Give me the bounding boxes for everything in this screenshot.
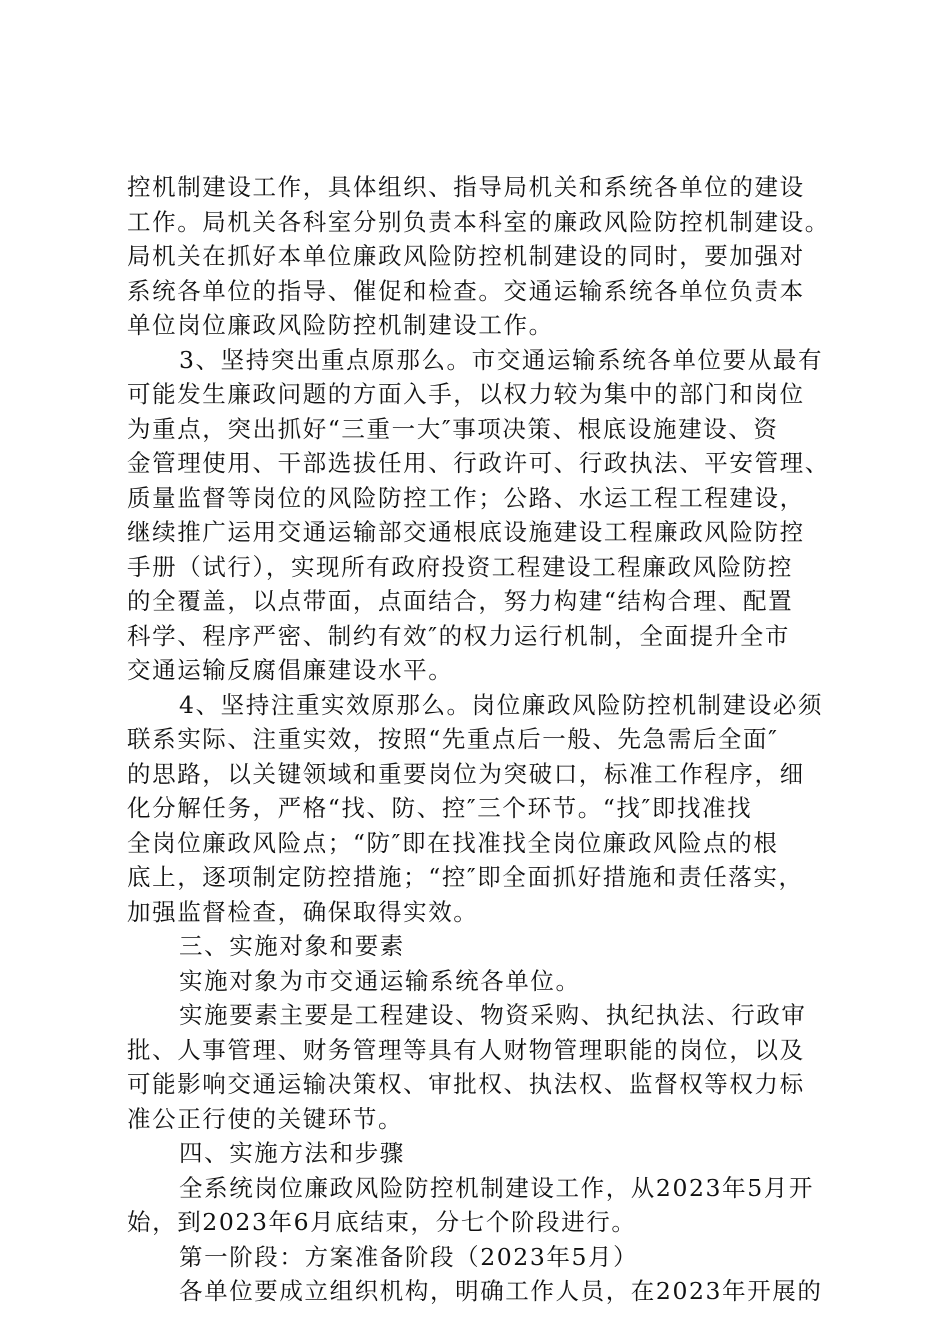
text-line: 加强监督检查，确保取得实效。 — [127, 897, 479, 926]
text-line: 可能影响交通运输决策权、审批权、执法权、监督权等权力标 — [127, 1070, 805, 1098]
text-line: 始，到2023年6月底结束，分七个阶段进行。 — [127, 1208, 637, 1236]
text-line: 全岗位廉政风险点；“防″即在找准找全岗位廉政风险点的根 — [127, 828, 779, 857]
text-line: 化分解任务，严格“找、防、控″三个环节。“找″即找准找 — [127, 794, 753, 822]
text-line: 底上，逐项制定防控措施；“控″即全面抓好措施和责任落实， — [127, 863, 804, 891]
text-line: 科学、程序严密、制约有效″的权力运行机制，全面提升全市 — [127, 621, 790, 650]
text-line: 联系实际、注重实效，按照“先重点后一般、先急需后全面″ — [127, 725, 779, 753]
text-line: 局机关在抓好本单位廉政风险防控机制建设的同时，要加强对 — [127, 242, 805, 270]
text-line: 的思路，以关键领域和重要岗位为突破口，标准工作程序，细 — [127, 759, 805, 788]
text-line: 三、实施对象和要素 — [179, 932, 405, 960]
text-line: 实施要素主要是工程建设、物资采购、执纪执法、行政审 — [179, 1001, 807, 1029]
text-line: 实施对象为市交通运输系统各单位。 — [179, 966, 581, 995]
text-line: 继续推广运用交通运输部交通根底设施建设工程廉政风险防控 — [127, 518, 805, 546]
text-line: 4、坚持注重实效原那么。岗位廉政风险防控机制建设必须 — [179, 690, 824, 719]
text-line: 四、实施方法和步骤 — [179, 1139, 405, 1167]
text-line: 3、坚持突出重点原那么。市交通运输系统各单位要从最有 — [179, 345, 824, 374]
text-line: 为重点，突出抓好“三重一大″事项决策、根底设施建设、资 — [127, 414, 779, 443]
text-line: 手册（试行），实现所有政府投资工程建设工程廉政风险防控 — [127, 552, 793, 581]
text-line: 交通运输反腐倡廉建设水平。 — [127, 656, 454, 684]
text-line: 第一阶段：方案准备阶段（2023年5月） — [179, 1242, 639, 1271]
text-line: 可能发生廉政问题的方面入手，以权力较为集中的部门和岗位 — [127, 380, 805, 408]
text-line: 单位岗位廉政风险防控机制建设工作。 — [127, 311, 554, 339]
text-line: 准公正行使的关键环节。 — [127, 1104, 404, 1133]
text-line: 金管理使用、干部选拔任用、行政许可、行政执法、平安管理、 — [127, 449, 830, 477]
text-line: 控机制建设工作，具体组织、指导局机关和系统各单位的建设 — [127, 173, 805, 201]
text-line: 质量监督等岗位的风险防控工作；公路、水运工程工程建设， — [127, 483, 805, 512]
document-body — [127, 170, 833, 1309]
text-line: 全系统岗位廉政风险防控机制建设工作，从2023年5月开 — [179, 1173, 814, 1202]
text-line: 的全覆盖，以点带面，点面结合，努力构建“结构合理、配置 — [127, 587, 794, 615]
text-line: 工作。局机关各科室分别负责本科室的廉政风险防控机制建设。 — [127, 207, 830, 236]
text-line: 各单位要成立组织机构，明确工作人员，在2023年开展的 — [179, 1277, 823, 1305]
text-line: 系统各单位的指导、催促和检查。交通运输系统各单位负责本 — [127, 276, 805, 305]
text-line: 批、人事管理、财务管理等具有人财物管理职能的岗位，以及 — [127, 1035, 805, 1064]
